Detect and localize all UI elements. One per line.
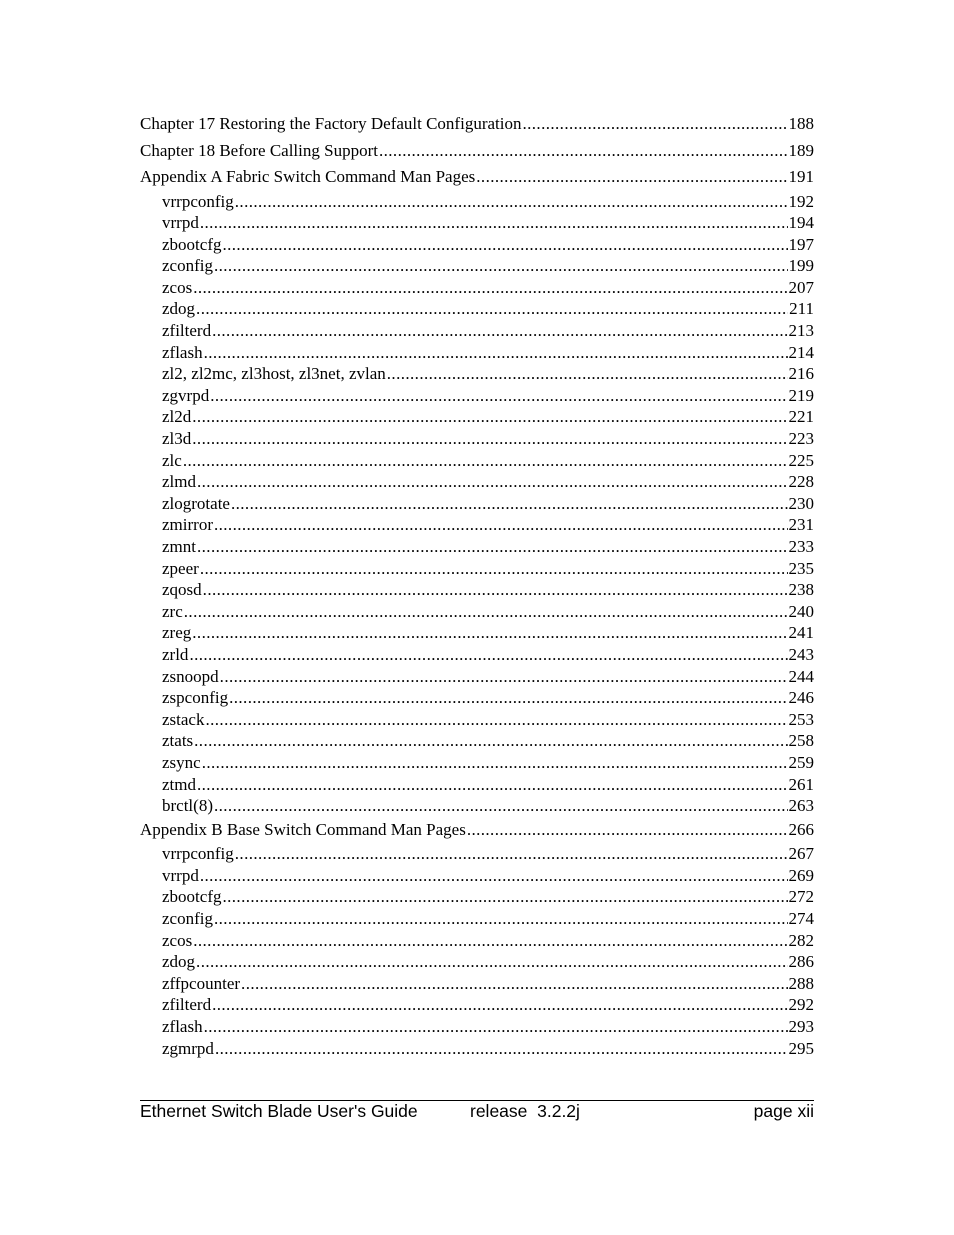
toc-entry-page-number: 292 [788,995,814,1015]
toc-entry-label: Appendix A Fabric Switch Command Man Pages [140,167,476,186]
toc-subentry[interactable] [140,320,814,342]
toc-entry-page-number: 230 [788,493,814,513]
dot-leader [193,930,787,952]
dot-leader [229,687,787,709]
dot-leader [476,164,787,191]
toc-entry-page-number: 282 [788,930,814,950]
toc-chapter-entry[interactable] [140,164,814,191]
toc-entry-page-number: 258 [788,731,814,751]
toc-subentry[interactable] [140,709,814,731]
dot-leader [235,191,788,213]
toc-entry-label: zrld [162,644,189,664]
dot-leader [194,730,787,752]
toc-subentry[interactable] [140,406,814,428]
toc-subentry[interactable] [140,450,814,472]
toc-entry-page-number: 263 [788,796,814,816]
toc-entry-label: zfilterd [162,995,212,1015]
footer-release: release 3.2.2j [470,1101,580,1121]
dot-leader [212,994,787,1016]
toc-subentry[interactable] [140,298,814,320]
toc-subentry[interactable] [140,951,814,973]
toc-entry-label: zcos [162,277,193,297]
toc-subentry[interactable] [140,644,814,666]
toc-subentry[interactable] [140,1038,814,1060]
dot-leader [387,363,788,385]
toc-entry-page-number: 189 [788,140,814,160]
toc-entry-page-number: 199 [788,256,814,276]
toc-entry-label: brctl(8) [162,796,213,816]
toc-entry-page-number: 231 [788,515,814,535]
dot-leader [184,601,788,623]
toc-entry-page-number: 244 [788,666,814,686]
dot-leader [192,406,787,428]
dot-leader [192,622,787,644]
toc-entry-label: zlmd [162,472,196,492]
dot-leader [467,817,788,844]
footer-document-title: Ethernet Switch Blade User's Guide [140,1101,418,1121]
toc-subentry[interactable] [140,886,814,908]
toc-entry-label: zconfig [162,909,213,928]
toc-entry-label: zl2, zl2mc, zl3host, zl3net, zvlan [162,364,386,384]
dot-leader [210,385,787,407]
toc-subentry[interactable] [140,973,814,995]
toc-entry-label: ztats [162,731,194,751]
toc-entry-page-number: 295 [788,1038,814,1058]
dot-leader [202,752,788,774]
toc-entry-label: Chapter 17 Restoring the Factory Default Configuration [140,114,522,133]
toc-entry-label: zfilterd [162,321,212,341]
toc-entry-label: zlogrotate [162,493,230,513]
toc-subentry[interactable] [140,471,814,493]
dot-leader [205,709,787,731]
toc-entry-label: zdog [162,952,196,972]
dot-leader [196,951,787,973]
toc-subentry[interactable] [140,536,814,558]
toc-entry-label: zl3d [162,429,192,449]
toc-subentry[interactable] [140,994,814,1016]
dot-leader [197,471,788,493]
toc-entry-label: vrrpconfig [162,844,234,864]
toc-subentry[interactable] [140,666,814,688]
toc-entry-page-number: 238 [788,580,814,600]
toc-subentry[interactable] [140,795,814,817]
toc-entry-label: zmirror [162,515,213,535]
dot-leader [214,255,788,277]
toc-entry-label: zdog [162,299,196,319]
dot-leader [200,865,788,887]
dot-leader [214,514,788,536]
toc-entry-label: Chapter 18 Before Calling Support [140,140,378,160]
dot-leader [241,973,787,995]
toc-entry-page-number: 272 [788,887,814,907]
toc-chapter-entry[interactable] [140,138,814,165]
toc-subentry[interactable] [140,493,814,515]
dot-leader [183,450,788,472]
dot-leader [222,234,787,256]
toc-subentry[interactable] [140,255,814,277]
toc-chapter-entry[interactable] [140,111,814,138]
toc-subentry[interactable] [140,363,814,385]
toc-entry-page-number: 274 [788,909,814,928]
toc-entry-label: zsnoopd [162,666,219,686]
toc-entry-label: zl2d [162,407,192,427]
toc-subentry[interactable] [140,191,814,213]
toc-entry-page-number: 207 [788,277,814,297]
dot-leader [192,428,787,450]
toc-subentry[interactable] [140,930,814,952]
toc-entry-page-number: 228 [788,472,814,492]
dot-leader [196,298,788,320]
toc-entry-label: zrc [162,601,183,621]
toc-entry-page-number: 261 [788,774,814,794]
toc-subentry[interactable] [140,843,814,865]
toc-entry-page-number: 259 [788,752,814,772]
toc-subentry[interactable] [140,687,814,709]
toc-entry-page-number: 219 [788,385,814,405]
dot-leader [193,277,787,299]
toc-entry-page-number: 197 [788,234,814,254]
toc-entry-page-number: 233 [788,537,814,556]
dot-leader [235,843,788,865]
toc-subentry[interactable] [140,601,814,623]
toc-entry-label: zmnt [162,537,196,556]
toc-entry-label: Appendix B Base Switch Command Man Pages [140,819,466,839]
toc-entry-page-number: 243 [788,644,814,664]
toc-entry-label: zgvrpd [162,385,210,405]
toc-subentry[interactable] [140,908,814,930]
toc-subentry[interactable] [140,752,814,774]
toc-subentry[interactable] [140,622,814,644]
toc-entry-page-number: 269 [788,865,814,885]
toc-entry-page-number: 246 [788,688,814,708]
toc-entry-label: zlc [162,450,182,470]
toc-entry-label: zbootcfg [162,234,222,254]
toc-entry-page-number: 213 [788,321,814,341]
dot-leader [215,1038,788,1060]
toc-entry-label: vrrpd [162,865,199,885]
toc-entry-label: zgmrpd [162,1038,214,1058]
toc-entry-label: zpeer [162,558,199,578]
dot-leader [204,1016,788,1038]
toc-entry-page-number: 194 [788,213,814,233]
dot-leader [212,320,787,342]
toc-entry-page-number: 288 [788,973,814,993]
toc-subentry[interactable] [140,342,814,364]
toc-subentry[interactable] [140,385,814,407]
dot-leader [204,342,788,364]
toc-entry-page-number: 240 [788,601,814,621]
toc-entry-label: zspconfig [162,688,229,708]
toc-entry-page-number: 235 [788,558,814,578]
toc-entry-page-number: 241 [788,623,814,643]
dot-leader [220,666,788,688]
toc-entry-page-number: 225 [788,450,814,470]
toc-entry-page-number: 267 [788,844,814,864]
toc-entry-page-number: 223 [788,429,814,449]
toc-entry-label: zbootcfg [162,887,222,907]
toc-subentry[interactable] [140,730,814,752]
toc-entry-label: zconfig [162,256,213,276]
toc-entry-page-number: 266 [788,819,814,839]
page-footer [140,1101,814,1125]
dot-leader [522,111,787,138]
toc-subentry[interactable] [140,774,814,796]
toc-subentry[interactable] [140,579,814,601]
dot-leader [222,886,787,908]
toc-entry-page-number: 221 [788,407,814,427]
toc-entry-page-number: 214 [788,342,814,362]
toc-entry-label: vrrpd [162,213,199,233]
toc-entry-page-number: 211 [789,299,814,319]
toc-entry-page-number: 188 [788,114,814,133]
dot-leader [197,774,788,796]
toc-subentry[interactable] [140,865,814,887]
toc-entry-page-number: 216 [788,364,814,384]
table-of-contents [140,111,814,1059]
toc-chapter-entry[interactable] [140,817,814,844]
toc-subentry[interactable] [140,514,814,536]
dot-leader [197,536,788,558]
toc-entry-label: zreg [162,623,192,643]
dot-leader [214,908,788,930]
dot-leader [231,493,788,515]
toc-entry-label: zcos [162,930,193,950]
footer-page-number: page xii [753,1101,814,1121]
toc-subentry[interactable] [140,558,814,580]
toc-entry-page-number: 253 [788,709,814,729]
dot-leader [214,795,788,817]
toc-entry-label: zqosd [162,580,202,600]
toc-entry-page-number: 192 [788,191,814,211]
toc-subentry[interactable] [140,234,814,256]
toc-subentry[interactable] [140,277,814,299]
dot-leader [200,558,788,580]
toc-entry-page-number: 293 [788,1016,814,1036]
toc-subentry[interactable] [140,212,814,234]
toc-entry-label: zflash [162,342,203,362]
toc-subentry[interactable] [140,1016,814,1038]
toc-entry-label: zstack [162,709,205,729]
dot-leader [203,579,788,601]
toc-entry-label: zflash [162,1016,203,1036]
toc-entry-page-number: 191 [788,167,814,186]
toc-entry-label: vrrpconfig [162,191,234,211]
dot-leader [200,212,788,234]
toc-subentry[interactable] [140,428,814,450]
dot-leader [379,138,788,165]
toc-entry-label: ztmd [162,774,196,794]
toc-entry-label: zsync [162,752,201,772]
toc-entry-page-number: 286 [788,952,814,972]
dot-leader [189,644,787,666]
toc-entry-label: zffpcounter [162,973,241,993]
